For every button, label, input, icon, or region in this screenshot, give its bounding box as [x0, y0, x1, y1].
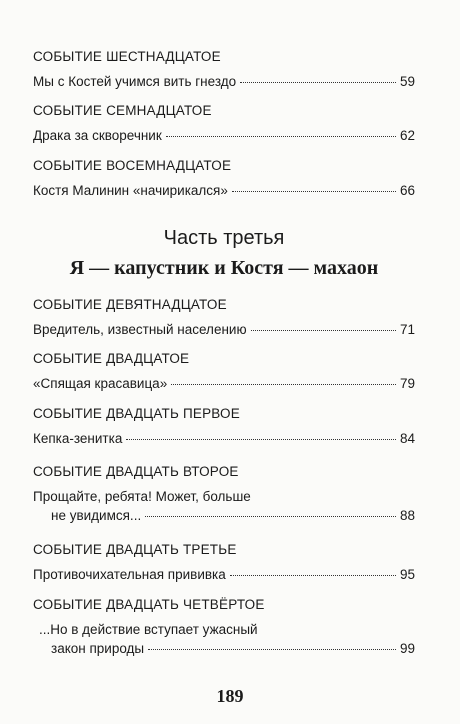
toc-entry: [33, 102, 415, 145]
toc-row: [33, 429, 415, 448]
chapter-title: Вредитель, известный населению: [33, 322, 247, 337]
toc-row: [33, 565, 415, 584]
page-ref: 88: [399, 508, 415, 523]
page-ref: 95: [399, 567, 415, 582]
chapter-heading: СОБЫТИЕ ДВАДЦАТЬ ПЕРВОЕ: [33, 406, 240, 421]
toc-row: [33, 181, 415, 200]
chapter-title: Кепка-зенитка: [33, 431, 123, 446]
page-ref: 62: [399, 128, 415, 143]
toc-row: [33, 374, 415, 393]
page-ref: 99: [399, 641, 415, 656]
chapter-heading: СОБЫТИЕ ДВАДЦАТЬ ЧЕТВЁРТОЕ: [33, 597, 265, 612]
dot-leader: [251, 330, 396, 331]
dot-leader: [171, 384, 396, 385]
toc-row: [33, 639, 415, 658]
toc-entry: [33, 541, 415, 584]
chapter-heading: СОБЫТИЕ ДВАДЦАТОЕ: [33, 351, 190, 366]
page-ref: 84: [399, 431, 415, 446]
page-ref: 79: [399, 376, 415, 391]
chapter-title-line: не увидимся...: [51, 508, 142, 523]
chapter-title: Костя Малинин «начирикался»: [33, 183, 228, 198]
toc-entry: [33, 405, 415, 448]
chapter-heading: СОБЫТИЕ ВОСЕМНАДЦАТОЕ: [33, 158, 232, 173]
toc-entry: [33, 350, 415, 393]
toc-entry: [33, 157, 415, 200]
page-ref: 59: [399, 74, 415, 89]
chapter-heading: СОБЫТИЕ ДЕВЯТНАДЦАТОЕ: [33, 297, 227, 312]
chapter-heading: СОБЫТИЕ ШЕСТНАДЦАТОЕ: [33, 49, 221, 64]
dot-leader: [240, 82, 396, 83]
dot-leader: [126, 439, 396, 440]
toc-entry: [33, 48, 415, 91]
page-number: 189: [216, 686, 244, 706]
dot-leader: [148, 649, 396, 650]
page-ref: 71: [399, 322, 415, 337]
toc-entry: [33, 296, 415, 339]
dot-leader: [230, 575, 396, 576]
chapter-title: Мы с Костей учимся вить гнездо: [33, 74, 237, 89]
chapter-heading: СОБЫТИЕ СЕМНАДЦАТОЕ: [33, 103, 212, 118]
chapter-title: Противочихательная прививка: [33, 567, 226, 582]
part-title: Часть третья: [163, 227, 285, 249]
chapter-title-line: закон природы: [51, 641, 145, 656]
toc-row: [33, 72, 415, 91]
chapter-title-line: ...Но в действие вступает ужасный: [39, 622, 258, 637]
toc-entry: [33, 463, 415, 525]
chapter-heading: СОБЫТИЕ ДВАДЦАТЬ ВТОРОЕ: [33, 464, 239, 479]
toc-row: [33, 506, 415, 525]
chapter-title-line: Прощайте, ребята! Может, больше: [33, 489, 251, 504]
page-ref: 66: [399, 183, 415, 198]
part-subtitle: Я — капустник и Костя — махаон: [69, 257, 379, 279]
dot-leader: [232, 191, 396, 192]
dot-leader: [166, 136, 396, 137]
dot-leader: [145, 516, 396, 517]
toc-entry: [33, 596, 415, 658]
chapter-title: «Спящая красавица»: [33, 376, 168, 391]
toc-row: [33, 320, 415, 339]
chapter-heading: СОБЫТИЕ ДВАДЦАТЬ ТРЕТЬЕ: [33, 542, 237, 557]
chapter-title: Драка за скворечник: [33, 128, 162, 143]
toc-row: [33, 126, 415, 145]
